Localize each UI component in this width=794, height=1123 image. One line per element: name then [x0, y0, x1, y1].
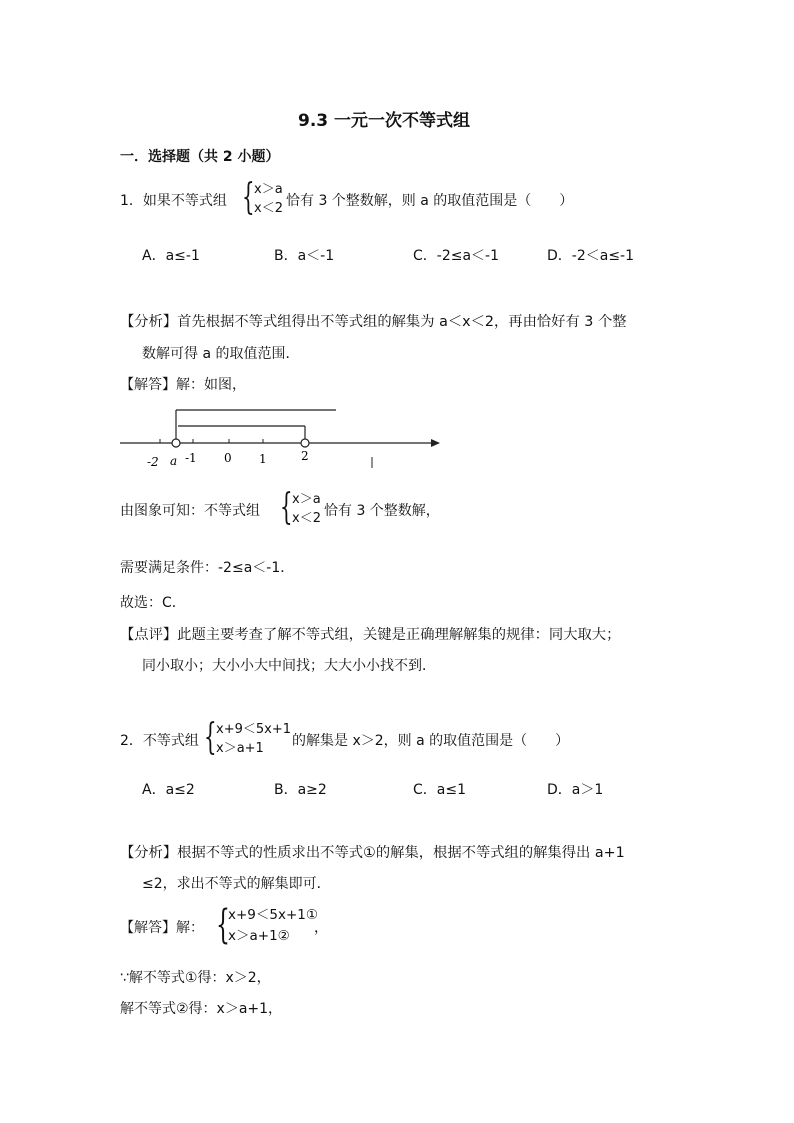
- label-a: a: [170, 454, 178, 468]
- brace-icon: {: [204, 717, 217, 758]
- q2-step2: 解不等式②得：x＞a+1，: [120, 1001, 283, 1017]
- brace-icon: {: [280, 487, 293, 528]
- q1-comment-line1: 【点评】此题主要考查了解不等式组，关键是正确理解解集的规律：同大取大；: [120, 627, 621, 643]
- q1-image-suffix: 恰有 3 个整数解，: [324, 503, 440, 519]
- q1-answer-intro: 【解答】解：如图，: [120, 377, 246, 393]
- section-heading: 一．选择题（共 2 小题）: [120, 149, 280, 165]
- q1-prefix: 1．如果不等式组: [120, 193, 227, 209]
- q2-prefix: 2．不等式组: [120, 733, 199, 749]
- q1-analysis-line1: 【分析】首先根据不等式组得出不等式组的解集为 a＜x＜2，再由恰好有 3 个整: [120, 314, 627, 330]
- q2-option-c: C．a≤1: [413, 782, 466, 798]
- q1-option-a: A．a≤-1: [142, 248, 200, 264]
- page-title: 9.3 一元一次不等式组: [298, 111, 471, 131]
- label--2: -2: [147, 455, 159, 469]
- q1-suffix: 恰有 3 个整数解，则 a 的取值范围是（ ）: [286, 193, 574, 209]
- brace-icon: {: [216, 902, 230, 948]
- q1-image-prefix: 由图象可知：不等式组: [120, 503, 260, 519]
- q2-analysis-line2: ≤2，求出不等式的解集即可．: [142, 876, 331, 892]
- q2-ans-sys-line1: x+9＜5x+1①: [228, 907, 318, 923]
- q2-option-a: A．a≤2: [142, 782, 195, 798]
- q1-image-sys-line2: x＜2: [292, 511, 321, 526]
- q1-comment-line2: 同小取小；大小小大中间找；大大小小找不到．: [142, 658, 436, 674]
- q1-image-sys-line1: x＞a: [292, 492, 321, 507]
- q1-option-b: B．a＜-1: [274, 248, 335, 264]
- q2-analysis-line1: 【分析】根据不等式的性质求出不等式①的解集，根据不等式组的解集得出 a+1: [120, 845, 625, 861]
- label-2: 2: [301, 449, 309, 463]
- number-line-diagram: [118, 402, 448, 474]
- q1-sys-line2: x＜2: [254, 201, 283, 216]
- q1-choice: 故选：C．: [120, 595, 186, 611]
- arrow-icon: [431, 439, 440, 447]
- q2-step1: ∵解不等式①得：x＞2，: [120, 970, 271, 986]
- q2-sys-line1: x+9＜5x+1: [216, 722, 291, 737]
- q2-option-d: D．a＞1: [547, 782, 604, 798]
- label-1: 1: [259, 452, 267, 466]
- q1-option-c: C．-2≤a＜-1: [413, 248, 500, 264]
- open-circle-2: [301, 439, 309, 447]
- label-0: 0: [224, 451, 232, 465]
- label--1: -1: [185, 451, 197, 465]
- q2-ans-sys-suffix: ，: [314, 920, 328, 936]
- q1-condition: 需要满足条件：-2≤a＜-1．: [120, 560, 295, 576]
- q2-suffix: 的解集是 x＞2，则 a 的取值范围是（ ）: [292, 733, 570, 749]
- q2-sys-line2: x＞a+1: [216, 741, 264, 756]
- q1-analysis-line2: 数解可得 a 的取值范围．: [142, 346, 300, 362]
- q2-ans-sys-line2: x＞a+1②: [228, 928, 290, 944]
- brace-icon: {: [242, 177, 255, 218]
- q1-option-d: D．-2＜a≤-1: [547, 248, 635, 264]
- q2-option-b: B．a≥2: [274, 782, 327, 798]
- open-circle-a: [172, 439, 180, 447]
- q2-answer-intro: 【解答】解：: [120, 920, 204, 936]
- q1-sys-line1: x＞a: [254, 182, 283, 197]
